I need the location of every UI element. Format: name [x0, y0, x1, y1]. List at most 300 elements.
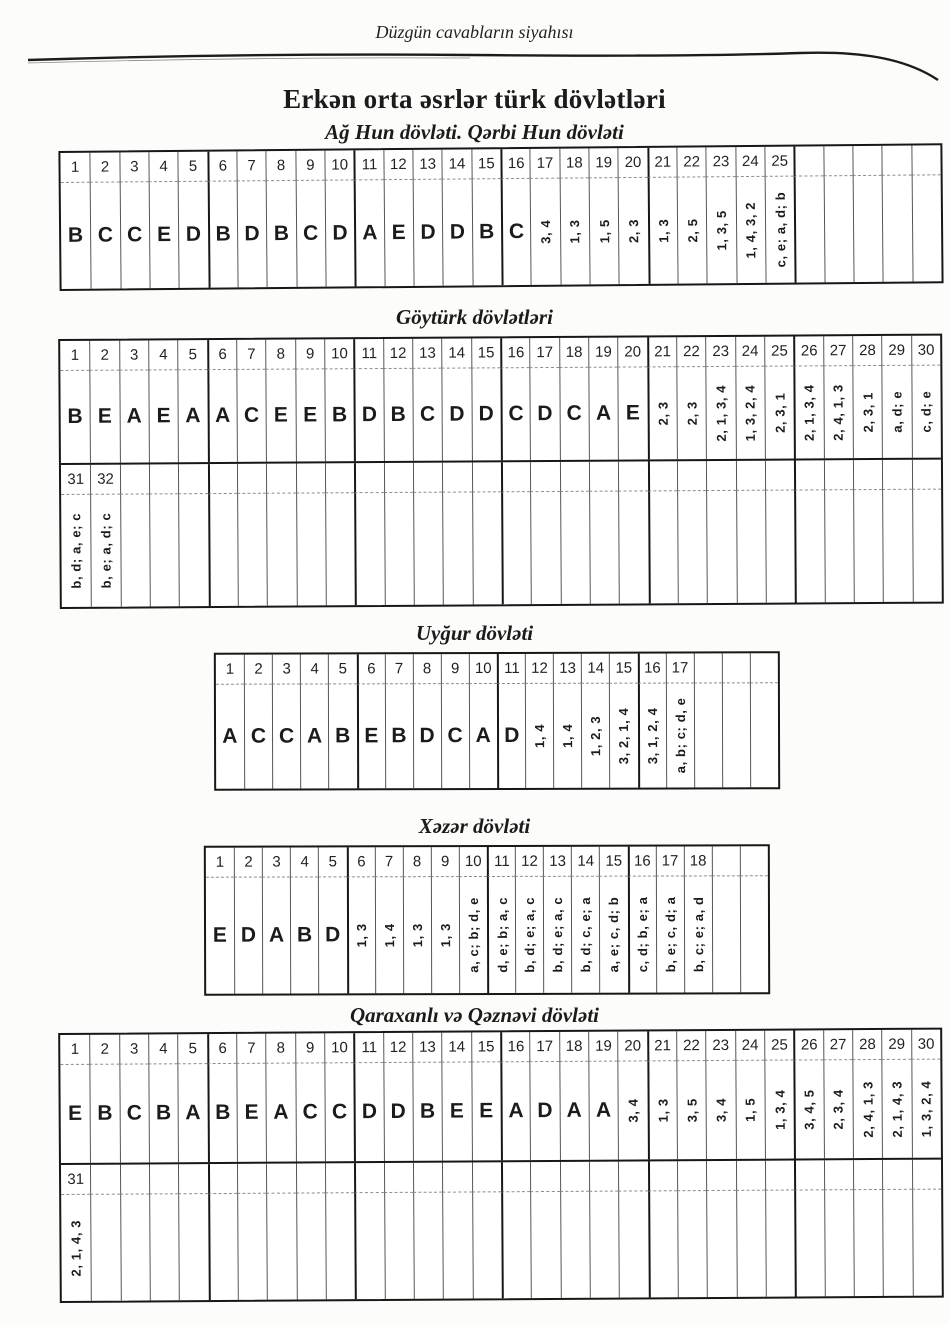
rotated-answer-text: 2, 3	[625, 218, 642, 244]
question-number: 28	[852, 1030, 882, 1060]
empty-answer-cell	[296, 493, 326, 605]
question-number: 12	[383, 1033, 413, 1063]
rotated-answer-text: 1, 4	[381, 923, 397, 948]
empty-answer-cell	[442, 492, 472, 604]
rotated-answer-text: 2, 1, 4, 3	[68, 1219, 84, 1277]
empty-answer-cell	[530, 492, 560, 604]
answer-cell	[794, 366, 824, 458]
answer-cell: C	[90, 182, 120, 288]
rotated-answer-text: b, d; a, e; c	[68, 512, 84, 589]
empty-answer-cell	[178, 1194, 208, 1300]
answer-cell: D	[413, 180, 443, 286]
question-number: 3	[119, 152, 149, 182]
answer-cell	[61, 495, 91, 607]
answer-cell: A	[262, 878, 290, 994]
empty-answer-cell	[120, 494, 150, 606]
question-number: 5	[178, 340, 208, 370]
empty-answer-cell	[413, 1193, 443, 1299]
rotated-answer-text: 1, 4	[532, 723, 548, 748]
question-number: 11	[354, 339, 384, 369]
question-number: 15	[471, 1032, 501, 1062]
empty-number-cell	[589, 462, 619, 492]
question-number: 15	[471, 149, 501, 179]
answer-cell	[735, 1061, 765, 1159]
empty-number-cell	[413, 1163, 443, 1193]
empty-answer-cell	[501, 492, 531, 604]
empty-number-cell	[677, 461, 707, 491]
rotated-answer-text: 1, 4, 3, 2	[743, 201, 759, 259]
empty-number-cell	[149, 464, 179, 494]
question-number: 16	[500, 149, 530, 179]
empty-number-cell	[618, 461, 648, 491]
empty-number-cell	[824, 1160, 854, 1190]
answer-cell: C	[236, 370, 266, 462]
answer-cell: B	[266, 181, 296, 287]
empty-answer-cell	[853, 176, 883, 282]
answer-cell	[706, 367, 736, 459]
answer-cell: D	[413, 684, 441, 788]
empty-number-cell	[472, 462, 502, 492]
answer-cell: E	[212, 923, 228, 947]
answer-cell	[764, 1061, 794, 1159]
question-number: 9	[431, 847, 459, 877]
empty-number-cell	[882, 460, 912, 490]
empty-number-cell	[354, 463, 384, 493]
empty-number-cell	[237, 1164, 267, 1194]
question-number: 7	[236, 340, 266, 370]
empty-number-cell	[237, 464, 267, 494]
question-number: 23	[706, 147, 736, 177]
empty-answer-cell	[530, 1192, 560, 1298]
question-number: 12	[525, 654, 553, 684]
rotated-answer-text: d, e; b; a, c	[494, 897, 510, 973]
empty-answer-cell	[560, 1192, 590, 1298]
answer-cell: C	[119, 182, 149, 288]
rotated-answer-text: 1, 3, 5	[713, 209, 730, 251]
section-title-ag-hun: Ağ Hun dövləti. Qərbi Hun dövləti	[325, 120, 624, 144]
empty-answer-cell	[736, 1191, 766, 1297]
question-number: 1	[60, 341, 90, 371]
answer-cell	[676, 1061, 706, 1159]
empty-answer-cell	[208, 494, 238, 606]
empty-number-cell	[794, 146, 824, 176]
answer-cell: A	[500, 1062, 530, 1160]
answer-cell	[882, 1060, 912, 1158]
question-number: 3	[272, 655, 300, 685]
empty-number-cell	[384, 463, 414, 493]
answer-cell	[882, 366, 912, 458]
question-number: 28	[852, 336, 882, 366]
empty-answer-cell	[618, 491, 648, 603]
rotated-answer-text: 1, 3, 2, 4	[918, 1080, 935, 1138]
answer-cell: A	[178, 1064, 208, 1162]
answer-cell: B	[67, 223, 84, 247]
answer-cell	[764, 367, 794, 459]
question-number: 13	[543, 847, 571, 877]
answer-cell	[706, 1061, 736, 1159]
question-number: 8	[266, 151, 296, 181]
answer-cell: E	[471, 1062, 501, 1160]
empty-number-cell	[618, 1161, 648, 1191]
question-number: 26	[794, 1030, 824, 1060]
answer-cell	[609, 684, 637, 788]
answer-row	[60, 1060, 941, 1163]
empty-answer-cell	[794, 176, 824, 282]
question-number: 25	[764, 147, 794, 177]
rotated-answer-text: b, c; e; a, d	[690, 896, 706, 973]
rotated-answer-text: 3, 4	[625, 1098, 641, 1123]
question-number: 10	[324, 150, 354, 180]
question-number: 7	[236, 1034, 266, 1064]
empty-number-cell	[120, 464, 150, 494]
question-number: 22	[676, 337, 706, 367]
answer-cell	[706, 177, 736, 283]
answer-cell	[911, 366, 941, 458]
question-number: 3	[262, 848, 290, 878]
rotated-answer-text: 1, 3, 2, 4	[742, 384, 759, 442]
answer-cell	[735, 177, 765, 283]
question-number: 18	[559, 148, 589, 178]
answer-cell	[346, 877, 374, 993]
empty-number-cell	[912, 1160, 942, 1190]
question-number: 6	[356, 654, 384, 684]
empty-answer-cell	[178, 494, 208, 606]
answer-cell	[553, 684, 581, 788]
answer-table-qaraxanli	[58, 1028, 944, 1303]
section-title-goyturk: Göytürk dövlətləri	[396, 305, 553, 329]
answer-cell	[647, 178, 677, 284]
answer-cell: B	[67, 404, 84, 428]
rotated-answer-text: 1, 3	[409, 923, 425, 948]
answer-cell: A	[178, 370, 208, 462]
answer-cell	[647, 1061, 677, 1159]
question-number: 25	[764, 1031, 794, 1061]
answer-cell: B	[412, 1063, 442, 1161]
answer-row	[60, 366, 941, 463]
answer-cell: E	[148, 370, 178, 462]
empty-number-cell	[824, 460, 854, 490]
question-number: 4	[300, 654, 328, 684]
empty-number-cell	[325, 463, 355, 493]
answer-cell: C	[119, 1064, 149, 1162]
empty-answer-cell	[706, 491, 736, 603]
answer-table-xezer	[204, 844, 770, 995]
question-number: 24	[735, 1031, 765, 1061]
empty-number-cell	[442, 1162, 472, 1192]
question-number: 18	[559, 338, 589, 368]
question-number: 4	[148, 340, 178, 370]
question-number: 23	[706, 337, 736, 367]
answer-cell: C	[500, 368, 530, 460]
rotated-answer-text: a, b; c; d, e	[672, 697, 688, 774]
empty-answer-cell	[90, 1195, 120, 1301]
empty-answer-cell	[765, 491, 795, 603]
empty-number-cell	[912, 460, 942, 490]
table-band	[216, 653, 778, 788]
empty-number-cell	[706, 461, 736, 491]
question-number: 13	[553, 654, 581, 684]
answer-cell	[684, 876, 712, 992]
question-number: 5	[318, 847, 346, 877]
answer-cell: A	[300, 684, 328, 788]
question-number: 7	[236, 151, 266, 181]
rotated-answer-text: b, e; a, d; c	[98, 512, 114, 589]
answer-cell	[530, 179, 560, 285]
empty-answer-cell	[677, 491, 707, 603]
rotated-answer-text: 1, 3, 4	[772, 1089, 788, 1130]
empty-answer-cell	[589, 1192, 619, 1298]
question-number: 22	[676, 147, 706, 177]
empty-answer-cell	[501, 1192, 531, 1298]
empty-number-cell	[712, 846, 740, 876]
question-number: 29	[882, 1030, 912, 1060]
answer-cell: B	[207, 1064, 237, 1162]
answer-cell: D	[442, 368, 472, 460]
answer-cell: A	[266, 1064, 296, 1162]
empty-answer-cell	[794, 1190, 824, 1296]
question-number: 10	[324, 339, 354, 369]
question-number: 6	[207, 151, 237, 181]
empty-number-cell	[677, 1161, 707, 1191]
empty-answer-cell	[472, 1192, 502, 1298]
answer-cell	[676, 367, 706, 459]
rotated-answer-text: 2, 3, 1	[860, 391, 876, 433]
empty-number-cell	[853, 460, 883, 490]
page-header-caption: Düzgün cavabların siyahısı	[375, 22, 574, 42]
question-number: 10	[459, 847, 487, 877]
question-number: 4	[290, 847, 318, 877]
empty-answer-cell	[472, 492, 502, 604]
question-number: 31	[61, 1165, 91, 1195]
empty-answer-cell	[853, 1190, 883, 1296]
question-number: 23	[706, 1031, 736, 1061]
question-number: 16	[500, 338, 530, 368]
rotated-answer-text: 1, 5	[596, 219, 612, 244]
question-number: 20	[618, 1031, 648, 1061]
rotated-answer-text: 3, 5	[684, 1098, 700, 1123]
empty-answer-cell	[648, 1191, 678, 1297]
empty-number-cell	[560, 462, 590, 492]
empty-number-cell	[750, 653, 778, 683]
empty-number-cell	[530, 1162, 560, 1192]
question-number: 8	[413, 654, 441, 684]
question-number: 10	[469, 654, 497, 684]
answer-cell: D	[354, 369, 384, 461]
table-band	[60, 1030, 941, 1163]
question-number: 14	[442, 338, 472, 368]
rotated-answer-text: 1, 3	[655, 218, 672, 243]
question-number: 21	[647, 148, 677, 178]
question-number: 1	[206, 848, 234, 878]
question-number: 19	[588, 148, 618, 178]
answer-cell	[599, 877, 627, 993]
answer-cell: E	[236, 1064, 266, 1162]
question-number: 4	[148, 1034, 178, 1064]
question-number: 22	[676, 1031, 706, 1061]
answer-table-uygur	[214, 651, 780, 790]
rotated-answer-text: 2, 3, 4	[830, 1089, 847, 1130]
empty-number-cell	[442, 462, 472, 492]
empty-answer-cell	[722, 683, 750, 787]
answer-cell: C	[295, 181, 325, 287]
answer-cell: C	[501, 179, 531, 285]
answer-cell	[677, 177, 707, 283]
answer-cell: A	[354, 180, 384, 286]
question-number: 8	[402, 847, 430, 877]
empty-answer-cell	[354, 493, 384, 605]
answer-cell: D	[237, 181, 267, 287]
question-number: 14	[442, 1032, 472, 1062]
answer-cell: E	[266, 370, 296, 462]
question-number: 12	[515, 847, 543, 877]
answer-cell	[431, 877, 459, 993]
empty-number-cell	[325, 1163, 355, 1193]
table-band	[61, 458, 942, 607]
answer-cell: D	[442, 179, 472, 285]
question-number: 8	[266, 1034, 296, 1064]
question-number: 17	[530, 149, 560, 179]
empty-answer-cell	[149, 494, 179, 606]
answer-cell: D	[471, 368, 501, 460]
empty-answer-cell	[560, 492, 590, 604]
answer-cell: C	[412, 369, 442, 461]
question-number: 10	[324, 1033, 354, 1063]
question-number: 11	[354, 150, 384, 180]
empty-number-cell	[296, 1163, 326, 1193]
answer-cell: A	[588, 1062, 618, 1160]
table-band	[61, 1158, 942, 1301]
question-number: 9	[295, 151, 325, 181]
empty-answer-cell	[296, 1193, 326, 1299]
empty-answer-cell	[824, 490, 854, 602]
answer-cell: B	[471, 179, 501, 285]
empty-number-cell	[208, 464, 238, 494]
answer-cell: B	[290, 877, 318, 993]
answer-cell: E	[68, 1101, 83, 1125]
empty-answer-cell	[325, 1193, 355, 1299]
answer-cell: E	[295, 369, 325, 461]
empty-number-cell	[765, 1161, 795, 1191]
table-band	[60, 336, 941, 463]
empty-answer-cell	[712, 876, 740, 992]
header-rule-line	[0, 46, 949, 82]
answer-cell	[543, 877, 571, 993]
question-number: 7	[374, 847, 402, 877]
answer-cell	[665, 683, 693, 787]
answer-cell: D	[383, 1063, 413, 1161]
question-number: 14	[571, 847, 599, 877]
rotated-answer-text: c, e; a, d; b	[772, 191, 789, 268]
question-number: 3	[119, 340, 149, 370]
empty-answer-cell	[384, 493, 414, 605]
answer-cell	[655, 876, 683, 992]
question-number: 8	[266, 340, 296, 370]
rotated-answer-text: 1, 4	[560, 723, 576, 748]
empty-answer-cell	[694, 683, 722, 787]
answer-cell: E	[618, 367, 648, 459]
empty-number-cell	[740, 846, 768, 876]
question-number: 16	[627, 847, 655, 877]
empty-answer-cell	[750, 683, 778, 787]
empty-number-cell	[722, 653, 750, 683]
answer-cell: B	[384, 684, 412, 788]
question-number: 30	[911, 1030, 941, 1060]
question-number: 18	[683, 846, 711, 876]
answer-cell: C	[244, 685, 272, 789]
question-number: 12	[383, 150, 413, 180]
answer-cell	[627, 877, 655, 993]
question-number: 1	[60, 1035, 90, 1065]
rotated-answer-text: 1, 2, 3	[588, 715, 604, 756]
answer-cell	[559, 178, 589, 284]
answer-cell	[852, 366, 882, 458]
empty-answer-cell	[912, 1190, 942, 1296]
answer-cell: C	[295, 1063, 325, 1161]
rotated-answer-text: b, e; c, d; a	[662, 896, 678, 973]
answer-row	[61, 1190, 942, 1301]
empty-answer-cell	[882, 176, 912, 282]
answer-cell: A	[559, 1062, 589, 1160]
answer-cell	[823, 366, 853, 458]
empty-number-cell	[794, 460, 824, 490]
question-number: 15	[599, 847, 627, 877]
rotated-answer-text: 2, 5	[684, 218, 700, 243]
rotated-answer-text: b, d; c, e; a	[578, 896, 594, 973]
answer-cell: D	[530, 368, 560, 460]
section-title-qaraxanli: Qaraxanlı və Qəznəvi dövləti	[349, 1003, 600, 1027]
answer-cell: D	[325, 180, 355, 286]
question-number: 21	[647, 337, 677, 367]
question-number: 15	[471, 338, 501, 368]
answer-cell	[735, 367, 765, 459]
answer-cell	[794, 1060, 824, 1158]
rotated-answer-text: a, e; c, d; b	[606, 896, 622, 973]
empty-number-cell	[266, 1164, 296, 1194]
question-number: 1	[216, 655, 244, 685]
rotated-answer-text: 2, 3	[684, 401, 700, 426]
answer-cell: B	[328, 684, 356, 788]
table-band	[60, 145, 941, 289]
question-number: 14	[581, 654, 609, 684]
answer-cell	[487, 877, 515, 993]
question-number: 17	[530, 338, 560, 368]
empty-answer-cell	[442, 1192, 472, 1298]
empty-answer-cell	[911, 175, 941, 281]
answer-cell	[515, 877, 543, 993]
answer-cell	[581, 684, 609, 788]
question-number: 20	[618, 148, 648, 178]
empty-answer-cell	[677, 1191, 707, 1297]
question-number: 13	[412, 339, 442, 369]
rotated-answer-text: 2, 1, 3, 4	[713, 384, 729, 442]
answer-cell	[637, 684, 665, 788]
answer-cell: A	[222, 724, 238, 748]
answer-cell: B	[383, 369, 413, 461]
section-title-uygur: Uyğur dövləti	[415, 621, 534, 645]
question-number: 24	[735, 147, 765, 177]
empty-answer-cell	[765, 1191, 795, 1297]
answer-cell	[618, 1061, 648, 1159]
answer-cell: A	[469, 684, 497, 788]
answer-cell: A	[588, 368, 618, 460]
answer-cell	[618, 178, 648, 284]
question-number-row	[206, 846, 768, 877]
question-number: 27	[823, 1030, 853, 1060]
answer-cell	[571, 877, 599, 993]
answer-cell	[765, 177, 795, 283]
question-number: 16	[637, 654, 665, 684]
empty-answer-cell	[736, 491, 766, 603]
